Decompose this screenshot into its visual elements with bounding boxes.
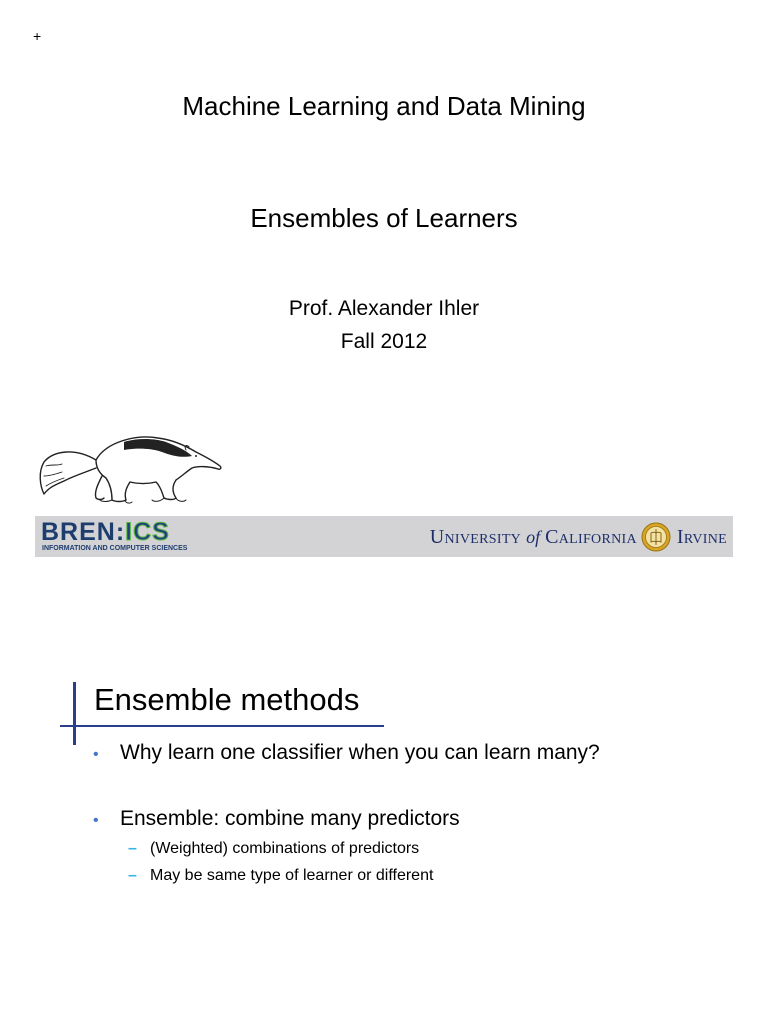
bren-subtitle: INFORMATION AND COMPUTER SCIENCES bbox=[42, 545, 188, 552]
sub-bullet-item bbox=[128, 866, 433, 886]
institution-banner bbox=[35, 516, 733, 557]
uci-word-california: California bbox=[545, 525, 637, 548]
bullet-item bbox=[93, 740, 600, 768]
uci-word-university: University bbox=[429, 525, 522, 548]
bren-separator: : bbox=[115, 518, 126, 546]
bullet-text: Ensemble: combine many predictors bbox=[120, 807, 460, 830]
uci-word-of: of bbox=[526, 526, 541, 547]
title-accent-vertical bbox=[73, 682, 76, 745]
sub-bullet-text: May be same type of learner or different bbox=[150, 867, 434, 884]
slide-title: Ensemble methods bbox=[94, 682, 360, 717]
title-accent-horizontal bbox=[60, 725, 384, 727]
bren-wordmark: BREN bbox=[41, 518, 116, 546]
uci-logo bbox=[430, 522, 727, 552]
anteater-mascot-icon bbox=[36, 420, 226, 506]
lecture-title: Ensembles of Learners bbox=[250, 203, 518, 233]
sub-bullet-text: (Weighted) combinations of predictors bbox=[150, 840, 420, 857]
bullet-item bbox=[93, 806, 460, 834]
uci-seal-icon bbox=[641, 522, 671, 552]
sub-bullet-marker: – bbox=[128, 867, 137, 884]
sub-bullet-item bbox=[128, 839, 419, 859]
sub-bullet-marker: – bbox=[128, 840, 137, 857]
plus-mark: + bbox=[33, 28, 42, 44]
uci-word-irvine: Irvine bbox=[676, 525, 727, 548]
term-label: Fall 2012 bbox=[340, 330, 428, 353]
bullet-marker: • bbox=[93, 746, 99, 763]
bren-ics-logo bbox=[41, 519, 223, 553]
bullet-text: Why learn one classifier when you can learn many? bbox=[120, 741, 600, 764]
bullet-marker: • bbox=[93, 812, 99, 829]
course-title: Machine Learning and Data Mining bbox=[182, 91, 586, 121]
author-name: Prof. Alexander Ihler bbox=[288, 297, 480, 320]
ics-wordmark: ICS bbox=[125, 518, 170, 546]
